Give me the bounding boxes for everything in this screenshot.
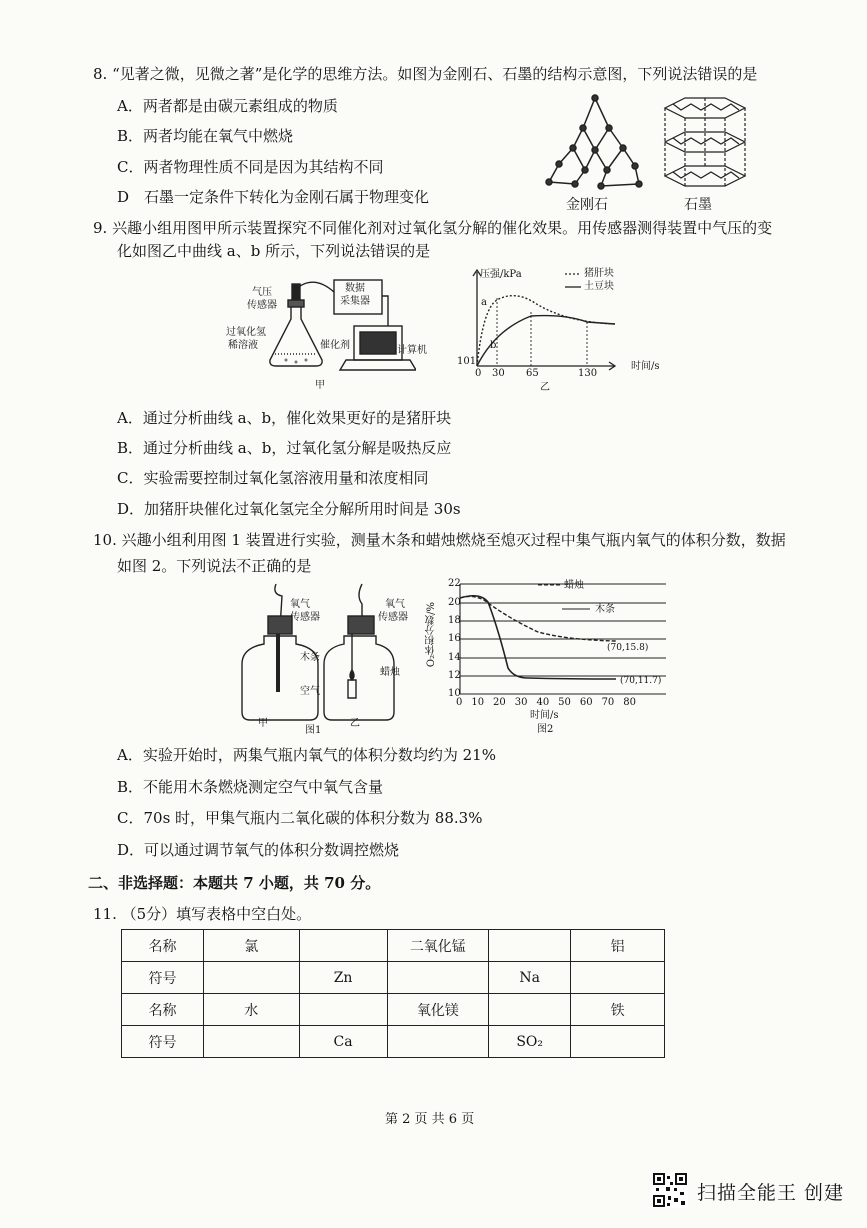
fig1-jia-sensor-1: 氧气: [290, 599, 310, 610]
jia-collector-label-1: 数据: [345, 283, 365, 294]
yi-xlabel: 时间/s: [631, 361, 660, 372]
table-cell: [203, 962, 299, 994]
fig2-ytick-12: 12: [448, 670, 461, 681]
table-cell: [299, 930, 387, 962]
table-cell: 氧化镁: [387, 994, 489, 1026]
yi-legend-solid: 土豆块: [584, 281, 614, 292]
yi-y0-label: 101: [457, 356, 477, 367]
jia-computer-label: 计算机: [397, 345, 427, 356]
yi-caption: 乙: [540, 382, 550, 393]
diamond-structure: [546, 95, 642, 189]
fig1-stick-label: 木条: [300, 652, 320, 663]
q8-stem: 8. “见著之微，见微之著”是化学的思维方法。如图为金刚石、石墨的结构示意图，下列说法错误的是: [93, 65, 758, 83]
table-cell: [571, 1026, 665, 1058]
table-cell: 符号: [122, 962, 204, 994]
yi-xtick-65: 65: [526, 368, 539, 379]
table-cell: 铝: [571, 930, 665, 962]
q10-option-a: A．实验开始时，两集气瓶内氧气的体积分数均约为 21%: [117, 746, 496, 764]
yi-curve-a: [477, 296, 615, 366]
table-cell: 氯: [203, 930, 299, 962]
table-cell: 符号: [122, 1026, 204, 1058]
graphite-label: 石墨: [684, 197, 712, 213]
q10-option-d: D．可以通过调节氧气的体积分数调控燃烧: [117, 841, 400, 859]
q9-option-b: B．通过分析曲线 a、b，过氧化氢分解是吸热反应: [117, 439, 452, 457]
q8-option-a: A．两者都是由碳元素组成的物质: [117, 97, 338, 115]
yi-xtick-30: 30: [492, 368, 505, 379]
qr-code-icon: [652, 1172, 688, 1208]
fig2-xtick: 50: [558, 697, 571, 708]
fig2-point-candle: (70,15.8): [607, 643, 649, 653]
table-row: [122, 994, 665, 1026]
table-cell: 水: [203, 994, 299, 1026]
q10-option-c: C．70s 时，甲集气瓶内二氧化碳的体积分数为 88.3%: [117, 809, 483, 827]
jia-sensor-label-2: 传感器: [247, 300, 277, 311]
q9-option-a: A．通过分析曲线 a、b，催化效果更好的是猪肝块: [117, 409, 452, 427]
table-cell: Zn: [299, 962, 387, 994]
table-row: [122, 962, 665, 994]
q10-option-b: B．不能用木条燃烧测定空气中氧气含量: [117, 778, 384, 796]
fig2-legend-candle: 蜡烛: [564, 580, 584, 591]
q8-option-b: B．两者均能在氧气中燃烧: [117, 127, 294, 145]
q9-stem-line1: 9. 兴趣小组用图甲所示装置探究不同催化剂对过氧化氢分解的催化效果。用传感器测得装置中气压的变: [93, 219, 773, 237]
jia-caption: 甲: [315, 380, 325, 391]
graphite-structure: [665, 98, 745, 186]
fig2-ytick-18: 18: [448, 615, 461, 626]
yi-curve-b: [477, 316, 615, 366]
fig2-ytick-14: 14: [448, 652, 461, 663]
diamond-graphite-figure: [535, 90, 765, 200]
fig1-caption: 图1: [305, 725, 322, 736]
bottles-figure: [236, 580, 436, 730]
table-row: [122, 930, 665, 962]
q8-option-d: D 石墨一定条件下转化为金刚石属于物理变化: [117, 188, 430, 206]
yi-curve-a-label: a: [481, 297, 487, 308]
page-footer: 第 2 页 共 6 页: [385, 1112, 475, 1127]
table-cell: Ca: [299, 1026, 387, 1058]
fig2-ytick-20: 20: [448, 597, 461, 608]
jia-sensor-label-1: 气压: [252, 287, 272, 298]
fig2-xtick: 30: [514, 697, 528, 708]
fig2-curve-stick: [460, 596, 616, 679]
fig2-xtick: 70: [601, 697, 615, 708]
jia-solution-label-2: 稀溶液: [228, 340, 258, 351]
table-cell: [489, 994, 571, 1026]
jia-solution-label-1: 过氧化氢: [226, 327, 266, 338]
fig1-air-label: 空气: [300, 686, 320, 697]
fig2-ytick-16: 16: [448, 633, 461, 644]
fig2-xtick: 20: [493, 697, 506, 708]
fig2-ytick-10: 10: [448, 688, 461, 699]
fig1-candle-label: 蜡烛: [380, 667, 400, 678]
fig2-xtick: 60: [579, 697, 593, 708]
fig2-xtick: 10: [471, 697, 485, 708]
yi-curve-b-label: b: [490, 340, 497, 351]
table-cell: 二氧化锰: [387, 930, 489, 962]
q11-table: [121, 929, 665, 1058]
fig2-xtick: 40: [536, 697, 550, 708]
fig2-ytick-22: 22: [448, 578, 461, 589]
table-cell: 名称: [122, 994, 204, 1026]
fig2-ylabel: O₂体积分数/%: [426, 602, 437, 668]
q9-option-c: C．实验需要控制过氧化氢溶液用量和浓度相同: [117, 469, 429, 487]
fig1-yi-sensor-2: 传感器: [378, 612, 408, 623]
table-cell: Na: [489, 962, 571, 994]
fig1-yi-sensor-1: 氧气: [385, 599, 405, 610]
fig2-xlabel: 时间/s: [530, 710, 559, 721]
q9-stem-line2: 化如图乙中曲线 a、b 所示，下列说法错误的是: [117, 242, 431, 260]
yi-xtick-130: 130: [578, 368, 598, 379]
jia-collector-label-2: 采集器: [340, 296, 370, 307]
table-cell: 名称: [122, 930, 204, 962]
q9-option-d: D．加猪肝块催化过氧化氢完全分解所用时间是 30s: [117, 500, 461, 518]
table-cell: [299, 994, 387, 1026]
fig1-yi: 乙: [350, 718, 360, 729]
yi-xtick-0: 0: [475, 368, 482, 379]
yi-ylabel: 压强/kPa: [480, 269, 522, 280]
table-cell: [571, 962, 665, 994]
fig2-xtick: 0: [456, 697, 463, 708]
diamond-label: 金刚石: [566, 197, 608, 213]
fig2-legend-stick: 木条: [595, 604, 615, 615]
scanner-watermark: 扫描全能王 创建: [697, 1182, 845, 1204]
table-cell: 铁: [571, 994, 665, 1026]
section-2-heading: 二、非选择题：本题共 7 小题，共 70 分。: [88, 874, 381, 892]
yi-legend-dotted: 猪肝块: [584, 268, 614, 279]
q8-option-c: C．两者物理性质不同是因为其结构不同: [117, 158, 384, 176]
fig2-xtick: 80: [623, 697, 636, 708]
table-cell: [203, 1026, 299, 1058]
table-cell: [387, 1026, 489, 1058]
table-cell: [489, 930, 571, 962]
table-cell: SO₂: [489, 1026, 571, 1058]
fig2-point-stick: (70,11.7): [620, 676, 662, 686]
jia-catalyst-label: 催化剂: [320, 340, 350, 351]
fig1-jia: 甲: [258, 718, 268, 729]
table-cell: [387, 962, 489, 994]
q10-stem-line2: 如图 2。下列说法不正确的是: [117, 557, 312, 575]
fig2-xticks: [456, 697, 636, 709]
table-row: [122, 1026, 665, 1058]
fig2-caption: 图2: [537, 724, 554, 735]
q11-stem: 11. （5分）填写表格中空白处。: [93, 905, 312, 923]
fig1-jia-sensor-2: 传感器: [290, 612, 320, 623]
q10-stem-line1: 10. 兴趣小组利用图 1 装置进行实验，测量木条和蜡烛燃烧至熄灭过程中集气瓶内氧气的体积分数，数据: [93, 531, 786, 549]
